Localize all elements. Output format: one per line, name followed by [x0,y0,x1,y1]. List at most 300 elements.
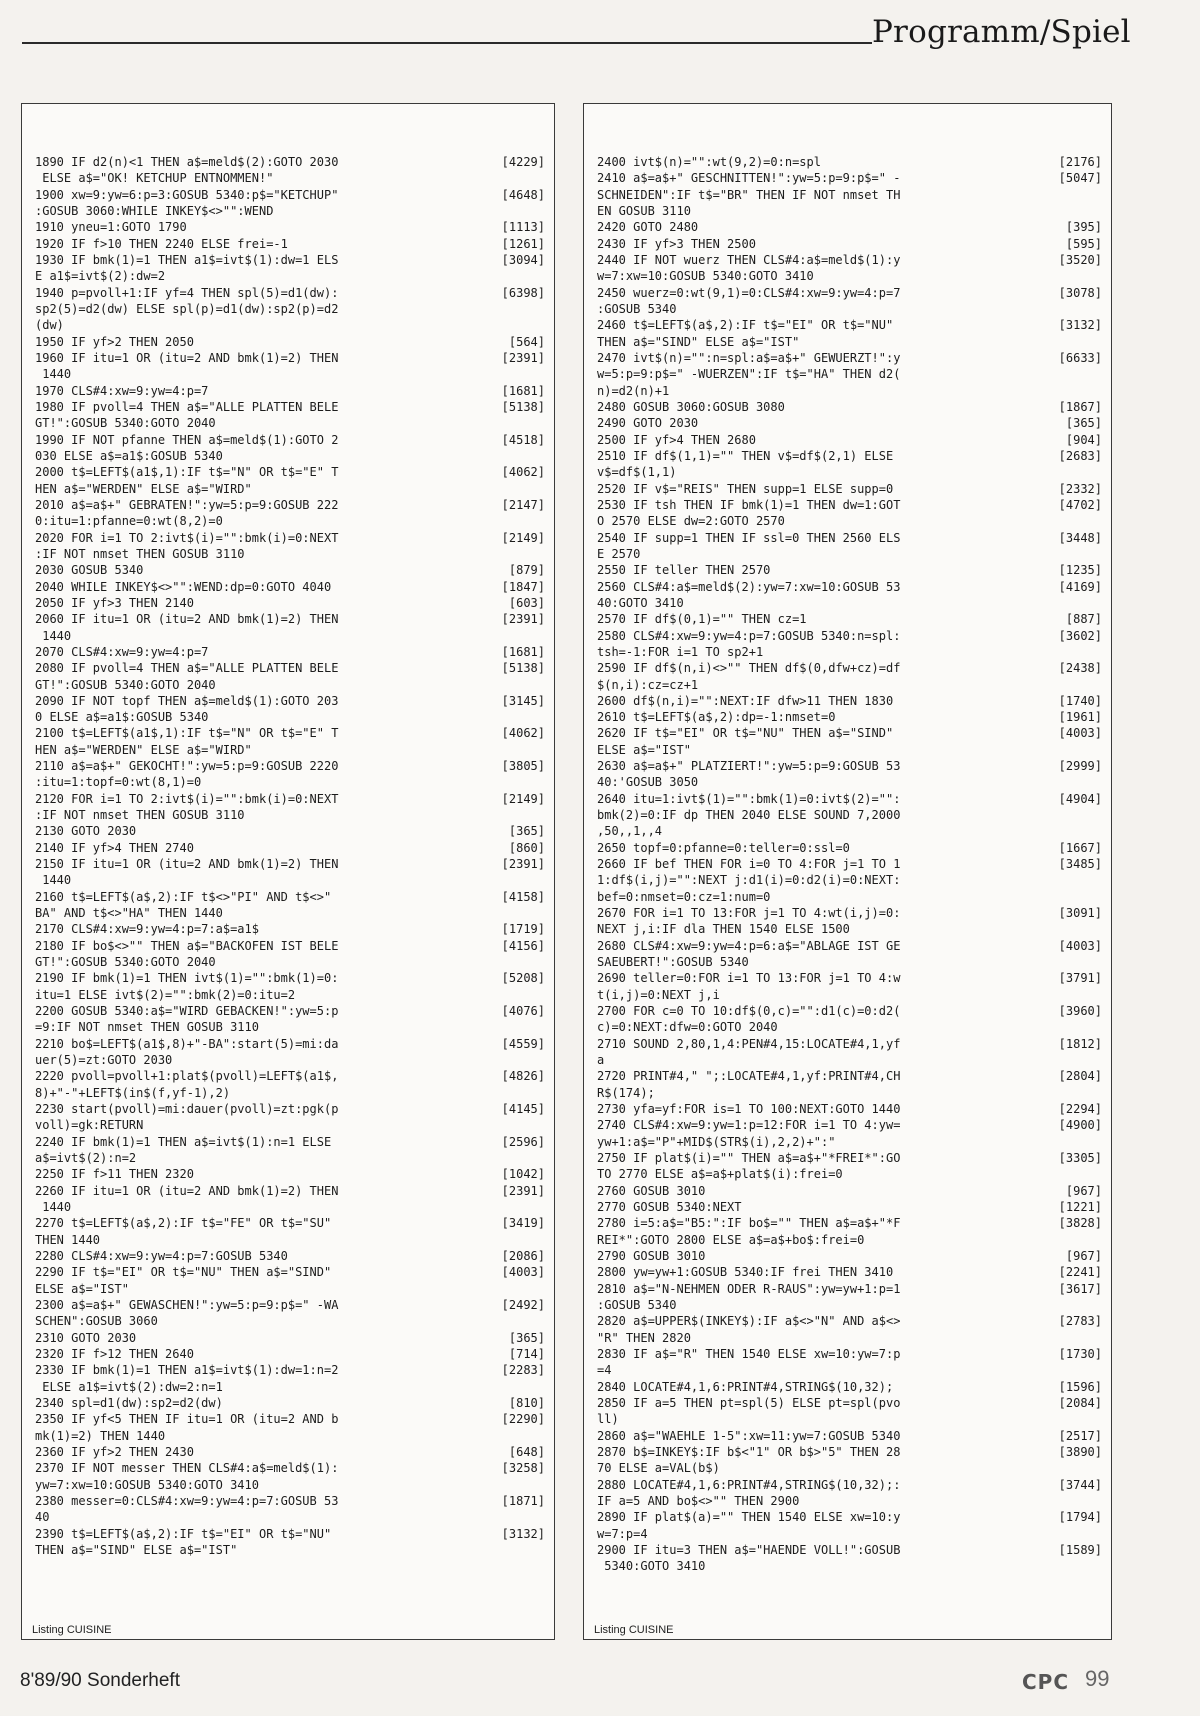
code-text: 2280 CLS#4:xw=9:yw=4:p=7:GOSUB 5340 [35,1248,288,1263]
checksum: [1113] [501,220,545,235]
code-line [35,1297,545,1330]
checksum: [1961] [1058,710,1102,725]
code-text: 2430 IF yf>3 THEN 2500 [597,236,756,251]
code-line [35,334,545,350]
code-text: 2600 df$(n,i)="":NEXT:IF dfw>11 THEN 1830 [597,693,894,708]
checksum: [967] [1065,1248,1102,1263]
code-line [597,579,1102,612]
code-text: 2760 GOSUB 3010 [597,1183,706,1198]
code-text: 40:'GOSUB 3050 [597,775,699,790]
checksum: [365] [1065,416,1102,431]
code-text: SAEUBERT!":GOSUB 5340 [597,955,749,970]
code-text: c)=0:NEXT:dfw=0:GOTO 2040 [597,1020,778,1035]
code-text: 2110 a$=a$+" GEKOCHT!":yw=5:p=9:GOSUB 2220 [35,759,339,774]
code-line [597,170,1102,219]
checksum: [1667] [1058,840,1102,855]
code-line [597,1264,1102,1280]
checksum: [2391] [501,350,545,365]
code-line [35,1166,545,1182]
checksum: [714] [508,1346,545,1361]
code-text: w=7:xw=10:GOSUB 5340:GOTO 3410 [597,269,814,284]
code-line [35,464,545,497]
code-text: 2190 IF bmk(1)=1 THEN ivt$(1)="":bmk(1)=0: [35,971,339,986]
code-text: 2700 FOR c=0 TO 10:df$(0,c)="":d1(c)=0:d2( [597,1004,901,1019]
code-line [35,1330,545,1346]
code-text: 2850 IF a=5 THEN pt=spl(5) ELSE pt=spl(pvo [597,1395,901,1410]
code-text: ELSE a$="IST" [35,1281,129,1296]
checksum: [4169] [1058,579,1102,594]
code-text: 2660 IF bef THEN FOR i=0 TO 4:FOR j=1 TO 1 [597,857,901,872]
code-text: 2730 yfa=yf:FOR is=1 TO 100:NEXT:GOTO 1440 [597,1102,901,1117]
code-line [35,399,545,432]
code-line [597,1068,1102,1101]
checksum: [1730] [1058,1346,1102,1361]
code-line [597,481,1102,497]
checksum: [887] [1065,612,1102,627]
code-line [35,1003,545,1036]
code-text: GT!":GOSUB 5340:GOTO 2040 [35,677,216,692]
code-text: 2480 GOSUB 3060:GOSUB 3080 [597,399,785,414]
checksum: [5208] [501,971,545,986]
checksum: [1042] [501,1167,545,1182]
code-line [597,154,1102,170]
code-text: 2820 a$=UPPER$(INKEY$):IF a$<>"N" AND a$<> [597,1314,901,1329]
code-text: 2420 GOTO 2480 [597,220,699,235]
code-text: 2690 teller=0:FOR i=1 TO 13:FOR j=1 TO 4:w [597,971,901,986]
code-line [597,497,1102,530]
code-text: 2260 IF itu=1 OR (itu=2 AND bmk(1)=2) THEN [35,1183,339,1198]
code-text: a [597,1053,605,1068]
checksum: [5138] [501,661,545,676]
checksum: [3419] [501,1216,545,1231]
checksum: [4003] [1058,726,1102,741]
code-line [597,1003,1102,1036]
code-text: GT!":GOSUB 5340:GOTO 2040 [35,955,216,970]
checksum: [2332] [1058,481,1102,496]
code-text: SCHNEIDEN":IF t$="BR" THEN IF NOT nmset TH [597,187,901,202]
checksum: [1740] [1058,693,1102,708]
code-text: 1980 IF pvoll=4 THEN a$="ALLE PLATTEN BELE [35,399,339,414]
code-text: E 2570 [597,546,641,561]
checksum: [3744] [1058,1477,1102,1492]
checksum: [3890] [1058,1444,1102,1459]
header-rule [22,42,872,44]
code-text: 2120 FOR i=1 TO 2:ivt$(i)="":bmk(i)=0:NEXT [35,791,339,806]
code-text: 2900 IF itu=3 THEN a$="HAENDE VOLL!":GOSUB [597,1542,901,1557]
code-text: BA" AND t$<>"HA" THEN 1440 [35,906,223,921]
code-line [597,905,1102,938]
listing-column-right [583,103,1112,1640]
code-text: 2680 CLS#4:xw=9:yw=4:p=6:a$="ABLAGE IST GE [597,938,901,953]
code-line [597,562,1102,578]
checksum: [3617] [1058,1281,1102,1296]
code-text: 1:df$(i,j)="":NEXT j:d1(i)=0:d2(i)=0:NEXT: [597,873,901,888]
checksum: [1794] [1058,1510,1102,1525]
checksum: [3145] [501,693,545,708]
checksum: [1261] [501,236,545,251]
code-line [597,660,1102,693]
code-text: THEN a$="SIND" ELSE a$="IST" [35,1542,238,1557]
code-line [35,1460,545,1493]
code-line [35,938,545,971]
code-line [35,921,545,937]
code-text: tsh=-1:FOR i=1 TO sp2+1 [597,644,764,659]
code-line [35,823,545,839]
code-text: 2090 IF NOT topf THEN a$=meld$(1):GOTO 203 [35,693,339,708]
code-line [597,856,1102,905]
code-text: 2880 LOCATE#4,1,6:PRINT#4,STRING$(10,32);: [597,1477,901,1492]
listing-caption: Listing CUISINE [32,1624,112,1636]
code-text: E a1$=ivt$(2):dw=2 [35,269,166,284]
code-line [597,236,1102,252]
code-text: mk(1)=2) THEN 1440 [35,1428,166,1443]
checksum: [1719] [501,922,545,937]
code-text: itu=1 ELSE ivt$(2)="":bmk(2)=0:itu=2 [35,987,296,1002]
code-text: O 2570 ELSE dw=2:GOTO 2570 [597,514,785,529]
code-line [597,1509,1102,1542]
code-text: 2210 bo$=LEFT$(a1$,8)+"-BA":start(5)=mi:da [35,1036,339,1051]
code-text: GT!":GOSUB 5340:GOTO 2040 [35,416,216,431]
checksum: [4158] [501,889,545,904]
code-line [35,497,545,530]
code-line [35,1395,545,1411]
code-line [597,252,1102,285]
code-text: 2220 pvoll=pvoll+1:plat$(pvoll)=LEFT$(a1$, [35,1069,339,1084]
code-text: ELSE a$="IST" [597,742,691,757]
code-line [597,693,1102,709]
checksum: [3305] [1058,1151,1102,1166]
code-line [35,1444,545,1460]
code-text: TO 2770 ELSE a$=a$+plat$(i):frei=0 [597,1167,843,1182]
code-line [597,628,1102,661]
checksum: [603] [508,595,545,610]
code-text: w=5:p=9:p$=" -WUERZEN":IF t$="HA" THEN d2( [597,367,901,382]
code-text: 0 ELSE a$=a1$:GOSUB 5340 [35,710,209,725]
code-text: v$=df$(1,1) [597,465,677,480]
code-text: 2830 IF a$="R" THEN 1540 ELSE xw=10:yw=7:p [597,1346,901,1361]
code-text: 2790 GOSUB 3010 [597,1248,706,1263]
listing-caption: Listing CUISINE [594,1624,674,1636]
code-text: 2130 GOTO 2030 [35,824,137,839]
code-text: 1910 yneu=1:GOTO 1790 [35,220,187,235]
code-text: 2060 IF itu=1 OR (itu=2 AND bmk(1)=2) THEN [35,612,339,627]
code-line [597,791,1102,840]
code-text: 1440 [35,628,72,643]
checksum: [4900] [1058,1118,1102,1133]
checksum: [4003] [501,1265,545,1280]
code-text: 2380 messer=0:CLS#4:xw=9:yw=4:p=7:GOSUB 53 [35,1493,339,1508]
code-text: :GOSUB 3060:WHILE INKEY$<>"":WEND [35,203,274,218]
code-line [35,1526,545,1559]
checksum: [2804] [1058,1069,1102,1084]
checksum: [3602] [1058,628,1102,643]
code-line [597,1215,1102,1248]
code-line [35,1036,545,1069]
checksum: [2391] [501,1183,545,1198]
code-text: 2640 itu=1:ivt$(1)="":bmk(1)=0:ivt$(2)="": [597,791,901,806]
code-text: 2440 IF NOT wuerz THEN CLS#4:a$=meld$(1):y [597,252,901,267]
listing-column-left [21,103,555,1640]
checksum: [860] [508,840,545,855]
code-line [597,1477,1102,1510]
code-text: 2470 ivt$(n)="":n=spl:a$=a$+" GEWUERZT!":y [597,350,901,365]
checksum: [2391] [501,857,545,872]
code-text: 2040 WHILE INKEY$<>"":WEND:dp=0:GOTO 4040 [35,579,332,594]
issue-label: 8'89/90 Sonderheft [20,1670,180,1691]
code-line [35,154,545,187]
checksum: [4826] [501,1069,545,1084]
code-text: 2670 FOR i=1 TO 13:FOR j=1 TO 4:wt(i,j)=0: [597,906,901,921]
checksum: [810] [508,1395,545,1410]
checksum: [3132] [501,1526,545,1541]
code-text: 2620 IF t$="EI" OR t$="NU" THEN a$="SIND" [597,726,894,741]
code-text: sp2(5)=d2(dw) ELSE spl(p)=d1(dw):sp2(p)=d2 [35,301,339,316]
code-listing-left [35,154,545,1558]
code-line [35,595,545,611]
code-line [597,611,1102,627]
code-text: 2330 IF bmk(1)=1 THEN a1$=ivt$(1):dw=1:n=2 [35,1363,339,1378]
code-text: bef=0:nmset=0:cz=1:num=0 [597,889,771,904]
code-text: 2530 IF tsh THEN IF bmk(1)=1 THEN dw=1:GOT [597,497,901,512]
code-line [35,530,545,563]
code-line [35,970,545,1003]
code-text: 2460 t$=LEFT$(a$,2):IF t$="EI" OR t$="NU" [597,318,894,333]
code-text: 1890 IF d2(n)<1 THEN a$=meld$(2):GOTO 2030 [35,155,339,169]
code-line [35,791,545,824]
code-line [35,1264,545,1297]
code-text: 1440 [35,367,72,382]
code-text: 2030 GOSUB 5340 [35,563,144,578]
code-line [597,758,1102,791]
code-text: 2270 t$=LEFT$(a$,2):IF t$="FE" OR t$="SU" [35,1216,332,1231]
code-text: THEN 1440 [35,1232,101,1247]
code-text: :IF NOT nmset THEN GOSUB 3110 [35,808,245,823]
code-line [597,1379,1102,1395]
code-text: 2810 a$="N-NEHMEN ODER R-RAUS":yw=yw+1:p=1 [597,1281,901,1296]
checksum: [4076] [501,1004,545,1019]
code-line [597,1117,1102,1150]
code-line [35,1134,545,1167]
checksum: [2147] [501,497,545,512]
code-line [597,415,1102,431]
code-text: ,50,,1,,4 [597,824,663,839]
code-text: 2150 IF itu=1 OR (itu=2 AND bmk(1)=2) THEN [35,857,339,872]
code-line [597,1248,1102,1264]
code-text: 1930 IF bmk(1)=1 THEN a1$=ivt$(1):dw=1 ELS [35,252,339,267]
code-line [597,1428,1102,1444]
code-text: 2390 t$=LEFT$(a$,2):IF t$="EI" OR t$="NU" [35,1526,332,1541]
checksum: [2149] [501,530,545,545]
code-line [35,1215,545,1248]
code-text: IF a=5 AND bo$<>"" THEN 2900 [597,1493,800,1508]
code-line [597,432,1102,448]
code-line [597,725,1102,758]
code-line [35,1411,545,1444]
code-text: w=7:p=4 [597,1526,648,1541]
code-line [597,448,1102,481]
checksum: [395] [1065,220,1102,235]
code-line [597,1199,1102,1215]
code-text: 5340:GOTO 3410 [597,1559,706,1574]
checksum: [4702] [1058,497,1102,512]
code-line [597,938,1102,971]
code-line [35,1362,545,1395]
code-text: 2720 PRINT#4," ";:LOCATE#4,1,yf:PRINT#4,CH [597,1069,901,1084]
code-text: 1970 CLS#4:xw=9:yw=4:p=7 [35,383,209,398]
checksum: [1589] [1058,1542,1102,1557]
code-text: =9:IF NOT nmset THEN GOSUB 3110 [35,1020,259,1035]
code-text: a$=ivt$(2):n=2 [35,1151,137,1166]
code-text: 2560 CLS#4:a$=meld$(2):yw=7:xw=10:GOSUB 53 [597,579,901,594]
code-text: 2510 IF df$(1,1)="" THEN v$=df$(2,1) ELSE [597,448,894,463]
code-text: =4 [597,1363,612,1378]
code-line [597,1444,1102,1477]
checksum: [3828] [1058,1216,1102,1231]
code-text: ELSE a1$=ivt$(2):dw=2:n=1 [35,1379,223,1394]
code-text: 2100 t$=LEFT$(a1$,1):IF t$="N" OR t$="E" T [35,726,339,741]
code-line [35,350,545,383]
checksum: [4518] [501,432,545,447]
checksum: [904] [1065,432,1102,447]
code-text: 2020 FOR i=1 TO 2:ivt$(i)="":bmk(i)=0:NEXT [35,530,339,545]
code-line [597,709,1102,725]
code-text: 70 ELSE a=VAL(b$) [597,1461,720,1476]
code-text: yw=7:xw=10:GOSUB 5340:GOTO 3410 [35,1477,259,1492]
code-line [35,693,545,726]
checksum: [648] [508,1444,545,1459]
checksum: [3091] [1058,906,1102,921]
code-line [35,758,545,791]
code-text: EN GOSUB 3110 [597,203,691,218]
page-number: 99 [1085,1666,1110,1691]
code-line [35,1248,545,1264]
code-line [35,1183,545,1216]
code-text: 1920 IF f>10 THEN 2240 ELSE frei=-1 [35,236,288,251]
checksum: [2517] [1058,1428,1102,1443]
checksum: [1847] [501,579,545,594]
checksum: [3791] [1058,971,1102,986]
code-line [35,1493,545,1526]
code-text: 2870 b$=INKEY$:IF b$<"1" OR b$>"5" THEN 28 [597,1444,901,1459]
checksum: [2999] [1058,759,1102,774]
code-text: 2350 IF yf<5 THEN IF itu=1 OR (itu=2 AND b [35,1412,339,1427]
code-text: 2170 CLS#4:xw=9:yw=4:p=7:a$=a1$ [35,922,259,937]
code-text: 0:itu=1:pfanne=0:wt(8,2)=0 [35,514,223,529]
code-text: 2540 IF supp=1 THEN IF ssl=0 THEN 2560 ELS [597,530,901,545]
code-text: 2550 IF teller THEN 2570 [597,563,771,578]
code-text: 2780 i=5:a$="B5:":IF bo$="" THEN a$=a$+"*F [597,1216,901,1231]
checksum: [2084] [1058,1395,1102,1410]
code-line [597,1542,1102,1575]
code-line [35,236,545,252]
checksum: [1596] [1058,1379,1102,1394]
code-text: 1950 IF yf>2 THEN 2050 [35,334,194,349]
code-line [597,1281,1102,1314]
code-text: 2180 IF bo$<>"" THEN a$="BACKOFEN IST BELE [35,938,339,953]
code-text: 2520 IF v$="REIS" THEN supp=1 ELSE supp=0 [597,481,894,496]
code-text: 2580 CLS#4:xw=9:yw=4:p=7:GOSUB 5340:n=spl: [597,628,901,643]
code-text: 1990 IF NOT pfanne THEN a$=meld$(1):GOTO 2 [35,432,339,447]
checksum: [2783] [1058,1314,1102,1329]
code-line [597,1101,1102,1117]
code-line [35,644,545,660]
checksum: [2086] [501,1248,545,1263]
checksum: [1235] [1058,563,1102,578]
checksum: [2283] [501,1363,545,1378]
code-line [597,1183,1102,1199]
code-text: HEN a$="WERDEN" ELSE a$="WIRD" [35,742,252,757]
code-text: "R" THEN 2820 [597,1330,691,1345]
code-line [35,252,545,285]
code-line [35,1068,545,1101]
code-text: 1440 [35,873,72,888]
code-text: 2650 topf=0:pfanne=0:teller=0:ssl=0 [597,840,850,855]
code-line [35,562,545,578]
code-line [35,1101,545,1134]
code-text: 2230 start(pvoll)=mi:dauer(pvoll)=zt:pgk(p [35,1102,339,1117]
code-line [35,579,545,595]
checksum: [3094] [501,252,545,267]
checksum: [2438] [1058,661,1102,676]
code-line [597,1313,1102,1346]
code-text: 2310 GOTO 2030 [35,1330,137,1345]
code-line [597,530,1102,563]
code-text: 2400 ivt$(n)="":wt(9,2)=0:n=spl [597,155,821,169]
checksum: [4003] [1058,938,1102,953]
code-text: 030 ELSE a$=a1$:GOSUB 5340 [35,448,223,463]
code-text: 2710 SOUND 2,80,1,4:PEN#4,15:LOCATE#4,1,yf [597,1036,901,1051]
magazine-logo: CPC [1022,1670,1070,1694]
code-text: t(i,j)=0:NEXT j,i [597,987,720,1002]
code-line [35,889,545,922]
code-line [35,840,545,856]
code-text: 2080 IF pvoll=4 THEN a$="ALLE PLATTEN BELE [35,661,339,676]
code-text: bmk(2)=0:IF dp THEN 2040 ELSE SOUND 7,2000 [597,808,901,823]
checksum: [2492] [501,1297,545,1312]
checksum: [4648] [501,187,545,202]
code-line [35,611,545,644]
checksum: [2176] [1058,155,1102,169]
checksum: [6398] [501,285,545,300]
code-text: 2140 IF yf>4 THEN 2740 [35,840,194,855]
code-text: 2740 CLS#4:xw=9:yw=1:p=12:FOR i=1 TO 4:yw= [597,1118,901,1133]
code-line [597,1150,1102,1183]
code-text: SCHEN":GOSUB 3060 [35,1314,158,1329]
code-text: 1440 [35,1200,72,1214]
code-text: 8)+"-"+LEFT$(in$(f,yf-1),2) [35,1085,231,1100]
checksum: [595] [1065,236,1102,251]
code-line [597,1036,1102,1069]
code-text: 2370 IF NOT messer THEN CLS#4:a$=meld$(1): [35,1461,339,1476]
code-text: uer(5)=zt:GOTO 2030 [35,1053,173,1068]
code-text: 2200 GOSUB 5340:a$="WIRD GEBACKEN!":yw=5:p [35,1004,339,1019]
code-text: 2010 a$=a$+" GEBRATEN!":yw=5:p=9:GOSUB 222 [35,497,339,512]
code-text: 2630 a$=a$+" PLATZIERT!":yw=5:p=9:GOSUB 53 [597,759,901,774]
checksum: [4062] [501,726,545,741]
checksum: [2290] [501,1412,545,1427]
checksum: [564] [508,334,545,349]
code-line [35,660,545,693]
code-line [35,285,545,334]
code-text: 40 [35,1510,50,1525]
code-line [597,1346,1102,1379]
code-text: 2340 spl=d1(dw):sp2=d2(dw) [35,1395,223,1410]
code-line [597,970,1102,1003]
code-listing-right [597,154,1102,1575]
code-text: 2050 IF yf>3 THEN 2140 [35,595,194,610]
code-text: 2250 IF f>11 THEN 2320 [35,1167,194,1182]
checksum: [3132] [1058,318,1102,333]
